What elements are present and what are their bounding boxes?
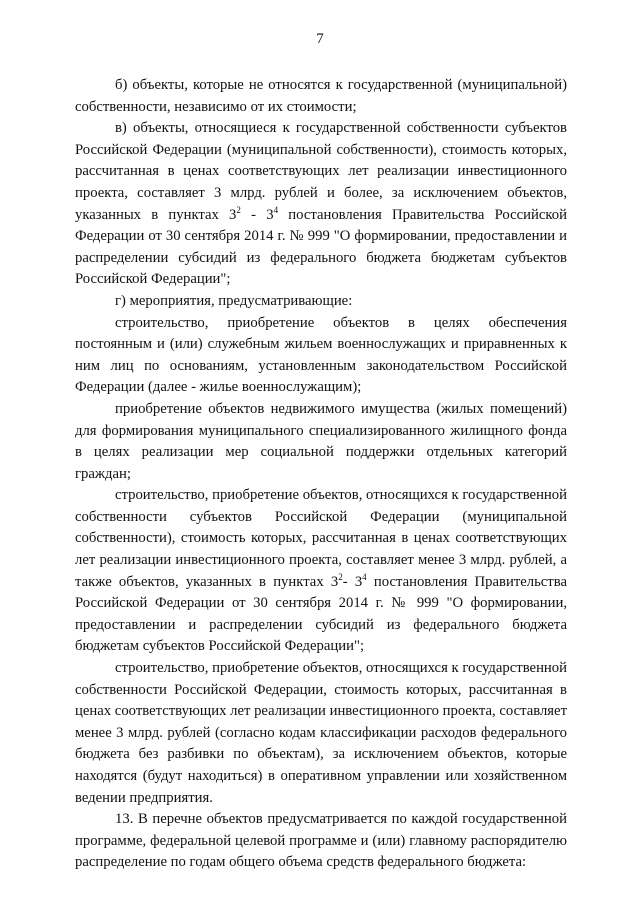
document-body <box>75 75 567 874</box>
paragraph-federal-property <box>75 658 567 809</box>
text-run: в) объекты, относящиеся к государственной собственности субъектов Российской Федерации (муниципальной собственности), стоимость которых, рассчитанная в ценах соответствующих лет реализации инвестиционного проекта, составляет 3 млрд. рублей и более, за исключением объектов, указанных в пунктах 3 <box>75 120 567 223</box>
paragraph-military-housing <box>75 313 567 399</box>
text-run: 13. В перечне объектов предусматривается по каждой государственной программе, федеральной целевой программе и (или) главному распорядителю распределение по годам общего объема средств федерального бюджета: <box>75 811 567 871</box>
paragraph-b <box>75 75 567 118</box>
superscript: 2 <box>236 204 241 215</box>
text-run: г) мероприятия, предусматривающие: <box>115 292 353 309</box>
text-run: строительство, приобретение объектов, относящихся к государственной собственности Российской Федерации, стоимость которых, рассчитанная в ценах соответствующих лет реализации инвестиционного проекта, составляет менее 3 млрд. рублей (согласно кодам классификации расходов федерального бюджета без разбивки по объектам), за исключением объектов, которые находятся (будут находиться) в оперативном управлении или хозяйственном ведении предприятия. <box>75 660 567 806</box>
text-run: постановления Правительства Российской Федерации от 30 сентября 2014 г. № 999 "О формировании, предоставлении и распределении субсидий из федерального бюджета бюджетам субъектов Российской Федерации"; <box>75 206 567 288</box>
superscript: 4 <box>362 571 367 582</box>
superscript: 4 <box>273 204 279 215</box>
paragraph-social-housing <box>75 399 567 485</box>
text-run: строительство, приобретение объектов в целях обеспечения постоянным и (или) служебным жильем военнослужащих и приравненных к ним лиц по основаниям, установленным законодательством Российской Федерации (далее - жилье военнослужащим); <box>75 314 567 396</box>
paragraph-subject-property <box>75 485 567 658</box>
text-run: б) объекты, которые не относятся к государственной (муниципальной) собственности, независимо от их стоимости; <box>75 77 567 115</box>
paragraph-v <box>75 118 567 291</box>
text-run: строительство, приобретение объектов, относящихся к государственной собственности субъектов Российской Федерации (муниципальной собственности), стоимость которых, рассчитанная в ценах соответствующих лет реализации инвестиционного проекта, составляет менее 3 млрд. рублей, а также объектов, указанных в пунктах 3 <box>75 487 567 590</box>
paragraph-13 <box>75 809 567 874</box>
paragraph-g <box>75 291 567 313</box>
text-run: приобретение объектов недвижимого имущества (жилых помещений) для формирования муниципального специализированного жилищного фонда в целях реализации мер социальной поддержки отдельных категорий граждан; <box>75 400 567 482</box>
text-run: постановления Правительства Российской Федерации от 30 сентября 2014 г. № 999 "О формировании, предоставлении и распределении субсидий из федерального бюджета бюджетам субъектов Российской Федерации"; <box>75 573 567 655</box>
text-run: - 3 <box>240 206 274 223</box>
page-number: 7 <box>316 31 324 47</box>
superscript: 2 <box>338 571 343 582</box>
text-run: - 3 <box>342 573 363 590</box>
